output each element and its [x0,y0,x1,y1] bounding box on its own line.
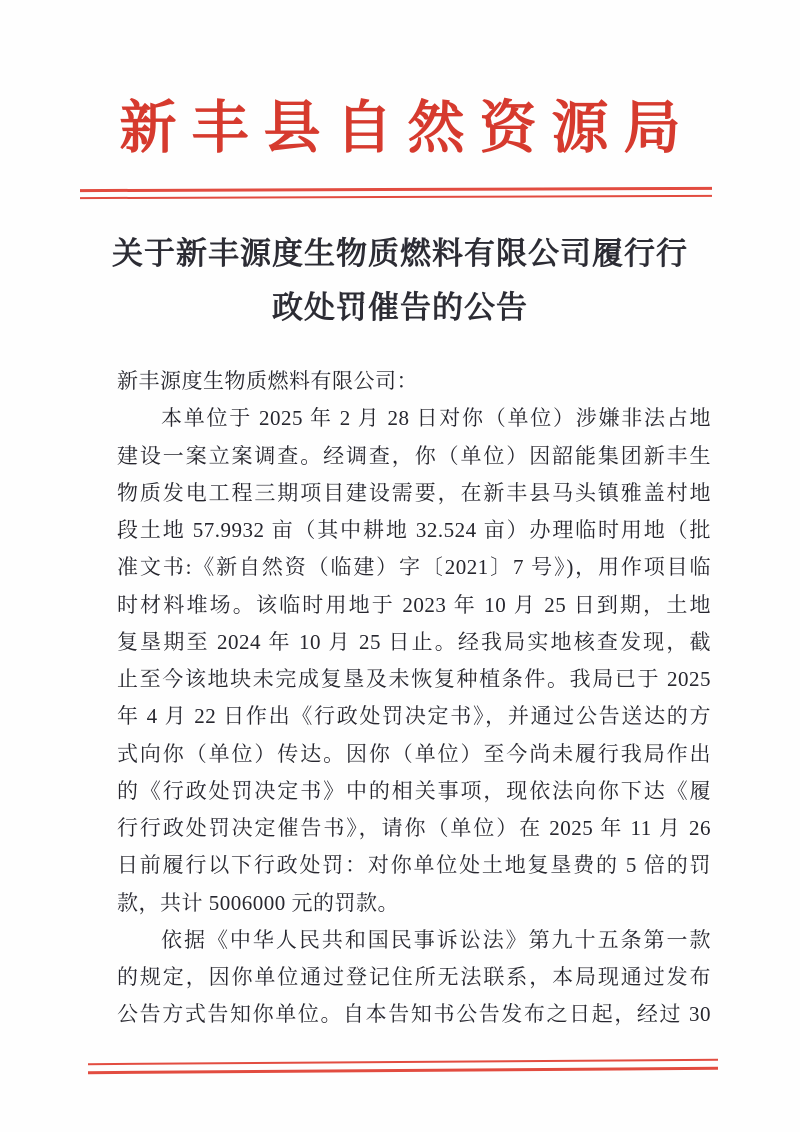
body-line: 本单位于 2025 年 2 月 28 日对你（单位）涉嫌非法占地 [161,406,711,431]
body-line: 的规定，因你单位通过登记住所无法联系，本局现通过发布 [117,965,711,989]
body-line: 的《行政处罚决定书》中的相关事项，现依法向你下达《履 [117,778,711,803]
footer-rule-top [88,1059,718,1065]
body-line: 依据《中华人民共和国民事诉讼法》第九十五条第一款 [161,927,711,952]
letterhead-agency-name [0,82,800,164]
body-line: 复垦期至 2024 年 10 月 25 日止。经我局实地核查发现，截 [117,629,711,654]
body-line: 行行政处罚决定催告书》，请你（单位）在 2025 年 11 月 26 [117,816,712,840]
footer-rule-bottom [88,1067,718,1074]
body-line: 公告方式告知你单位。自本告知书公告发布之日起，经过 30 [117,1002,711,1027]
document-title [55,227,745,335]
letterhead-rule-thick [80,187,712,192]
body-line: 止至今该地块未完成复垦及未恢复种植条件。我局已于 2025 [117,667,711,691]
body-line-salutation: 新丰源度生物质燃料有限公司： [117,369,418,393]
letterhead-text: 新丰县自然资源局 [119,97,696,160]
document-title-line1: 关于新丰源度生物质燃料有限公司履行行 [112,236,688,271]
body-line: 日前履行以下行政处罚：对你单位处土地复垦费的 5 倍的罚 [117,853,711,878]
body-line: 准文书:《新自然资（临建）字〔2021〕7 号》)，用作项目临 [117,555,711,580]
body-line: 物质发电工程三期项目建设需要，在新丰县马头镇雅盖村地 [117,480,711,505]
body-line: 款，共计 5006000 元的罚款。 [117,890,399,915]
letterhead-rule-thin [80,195,712,199]
document-body [117,363,711,1034]
body-line: 年 4 月 22 日作出《行政处罚决定书》，并通过公告送达的方 [117,704,711,729]
body-line: 时材料堆场。该临时用地于 2023 年 10 月 25 日到期，土地 [117,592,711,617]
body-line: 式向你（单位）传达。因你（单位）至今尚未履行我局作出 [117,741,711,766]
body-line: 段土地 57.9932 亩（其中耕地 32.524 亩）办理临时用地（批 [117,518,711,542]
body-line: 建设一案立案调查。经调查，你（单位）因韶能集团新丰生 [117,443,711,468]
document-title-line2: 政处罚催告的公告 [272,290,528,325]
